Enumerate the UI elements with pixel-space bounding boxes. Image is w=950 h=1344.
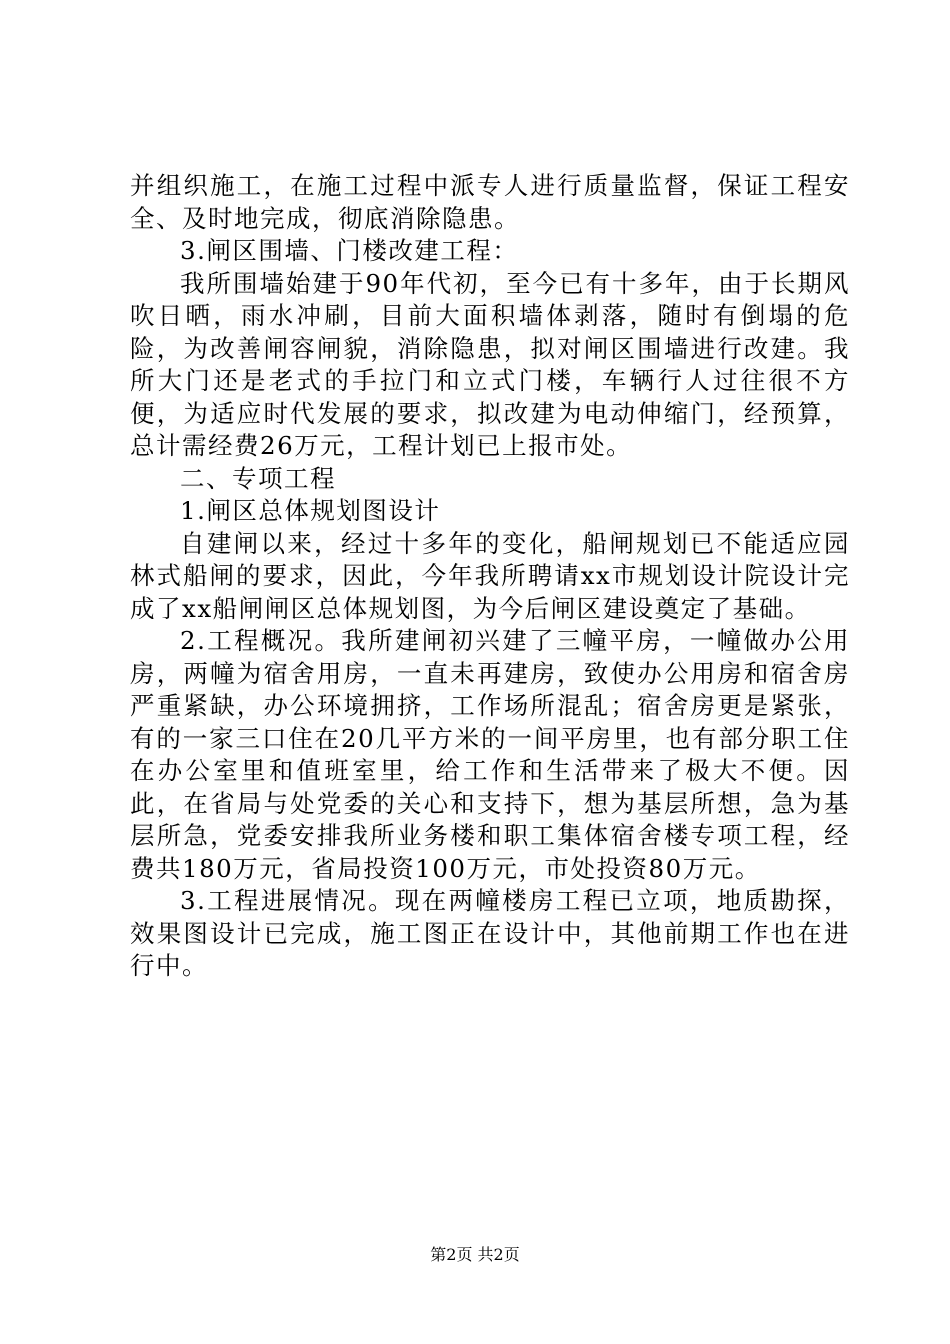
paragraph-project-overview: 2.工程概况。我所建闸初兴建了三幢平房，一幢做办公用房，两幢为宿舍用房，一直未再建房，致使办公用房和宿舍房严重紧缺，办公环境拥挤，工作场所混乱；宿舍房更是紧张，有的一家三口住在20几平方米的一间平房里，也有部分职工住在办公室里和值班室里，给工作和生活带来了极大不便。因此，在省局与处党委的关心和支持下，想为基层所想，急为基层所急，党委安排我所业务楼和职工集体宿舍楼专项工程，经费共180万元，省局投资100万元，市处投资80万元。	[130, 626, 850, 883]
paragraph-master-plan-details: 自建闸以来，经过十多年的变化，船闸规划已不能适应园林式船闸的要求，因此，今年我所聘请xx市规划设计院设计完成了xx船闸闸区总体规划图，为今后闸区建设奠定了基础。	[130, 528, 850, 623]
heading-special-projects: 二、专项工程	[180, 463, 336, 493]
heading-master-plan-design: 1.闸区总体规划图设计	[180, 496, 441, 525]
heading-wall-gate-project: 3.闸区围墙、门楼改建工程：	[180, 236, 519, 265]
paragraph-continuation: 并组织施工，在施工过程中派专人进行质量监督，保证工程安全、及时地完成，彻底消除隐患。	[130, 171, 850, 233]
document-body	[130, 170, 850, 983]
paragraph-project-progress: 3.工程进展情况。现在两幢楼房工程已立项，地质勘探，效果图设计已完成，施工图正在设计中，其他前期工作也在进行中。	[130, 886, 850, 980]
paragraph-wall-gate-details: 我所围墙始建于90年代初，至今已有十多年，由于长期风吹日晒，雨水冲刷，目前大面积墙体剥落，随时有倒塌的危险，为改善闸容闸貌，消除隐患，拟对闸区围墙进行改建。我所大门还是老式的手拉门和立式门楼，车辆行人过往很不方便，为适应时代发展的要求，拟改建为电动伸缩门，经预算，总计需经费26万元，工程计划已上报市处。	[130, 268, 850, 460]
page-number-footer: 第2页 共2页	[430, 1245, 520, 1264]
